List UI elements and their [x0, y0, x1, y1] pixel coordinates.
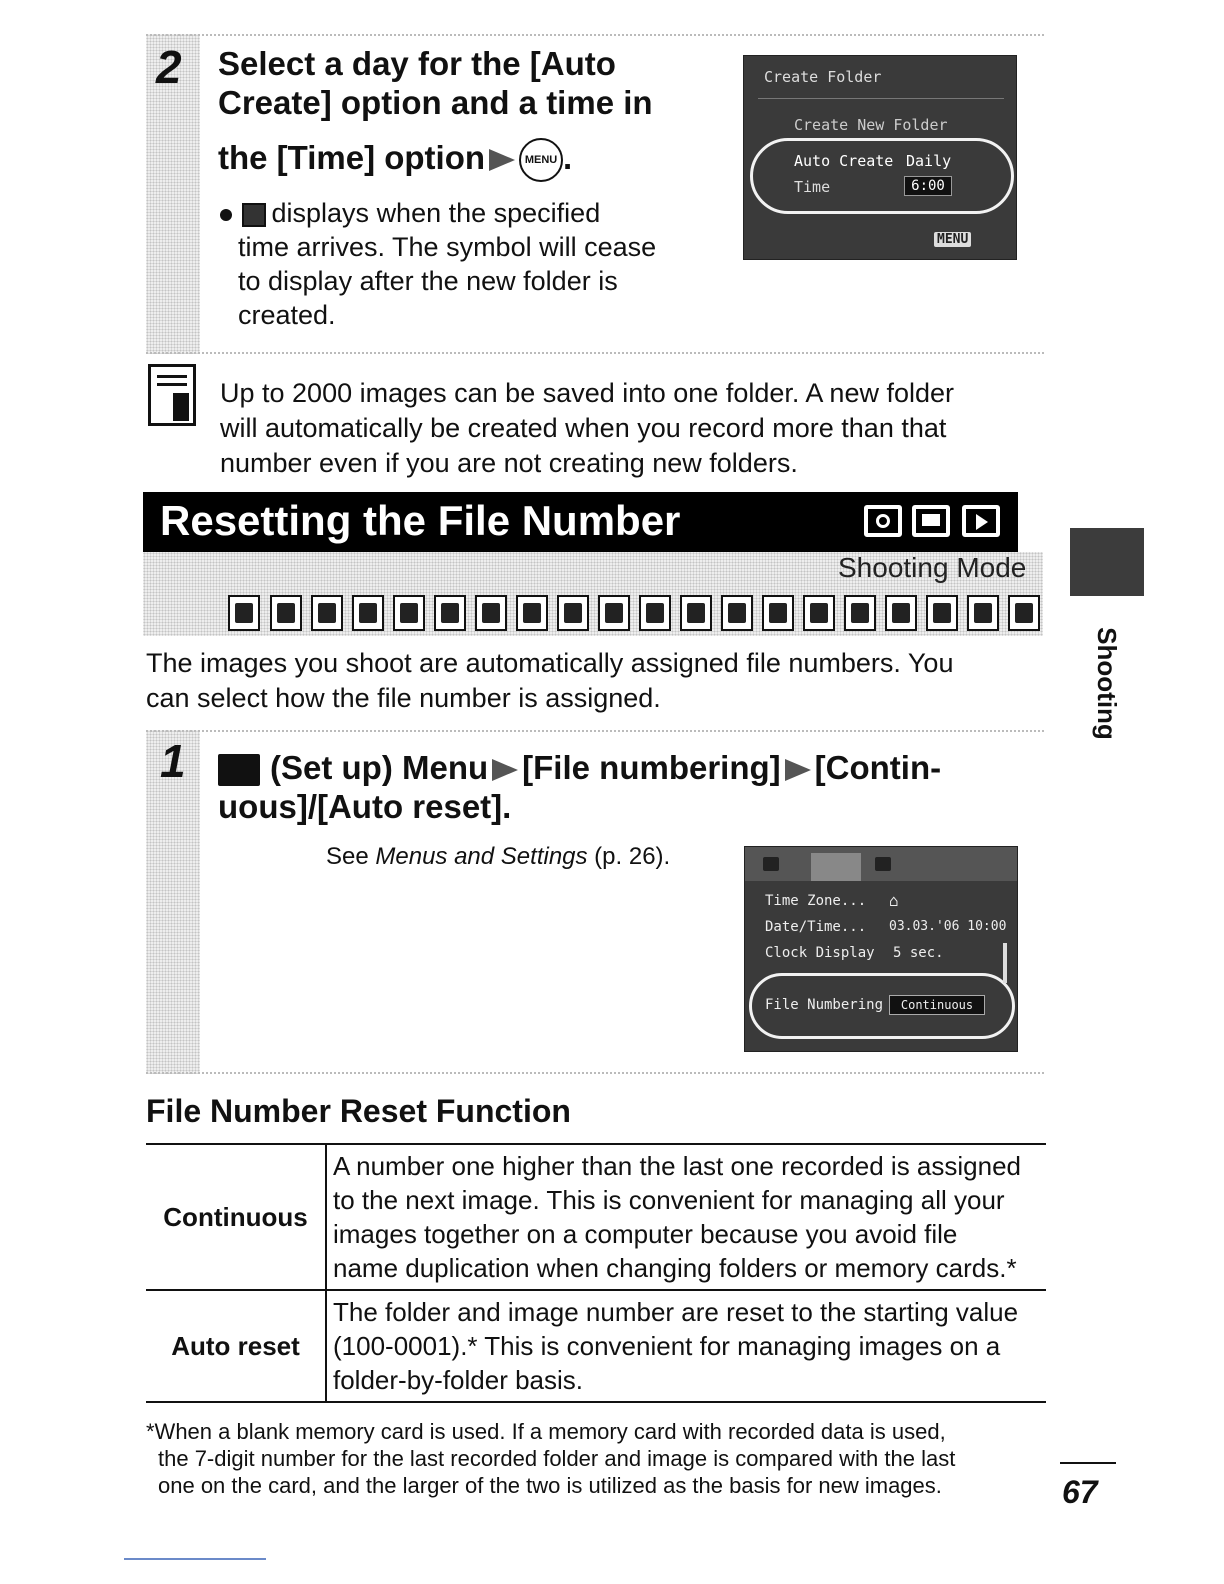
step-title-text: the [Time] option	[218, 139, 486, 176]
fireworks-icon	[639, 595, 671, 631]
description-line: name duplication when changing folders or memory cards.*	[333, 1253, 1017, 1283]
home-icon: ⌂	[889, 891, 899, 910]
night-snapshot-icon	[434, 595, 466, 631]
color-accent-icon	[721, 595, 753, 631]
screen-row-label: Time	[794, 178, 831, 196]
auto-mode-icon	[228, 595, 260, 631]
step-title-line: Select a day for the [Auto	[218, 45, 616, 82]
step-title	[218, 44, 653, 182]
function-table	[146, 1143, 1046, 1403]
screen-scrollbar	[1003, 943, 1007, 983]
tab-camera-icon	[763, 857, 779, 871]
tab-person-icon	[875, 857, 891, 871]
step-title-line	[218, 748, 941, 787]
camera-screen-setup	[744, 846, 1018, 1052]
note-line: Up to 2000 images can be saved into one folder. A new folder	[220, 378, 954, 408]
step-divider	[146, 34, 1044, 36]
title-period: .	[563, 139, 573, 176]
screen-row-label: Auto Create	[794, 152, 894, 170]
step-title-line	[218, 138, 653, 182]
table-cell-description	[326, 1290, 1046, 1402]
step-title-line: uous]/[Auto reset].	[218, 788, 512, 825]
table-row	[146, 1144, 1046, 1290]
bullet-text: time arrives. The symbol will cease	[238, 232, 657, 262]
menu-button-icon: MENU	[519, 138, 563, 182]
chapter-label: Shooting	[1091, 627, 1122, 740]
footnote-line: one on the card, and the larger of the two is utilized as the basis for new images.	[158, 1473, 942, 1498]
step-divider	[146, 352, 1044, 354]
screen-row-value: 6:00	[904, 176, 952, 196]
movie-color-accent-icon	[967, 595, 999, 631]
movie-mode-icon	[844, 595, 876, 631]
bullet-line	[220, 196, 700, 230]
bottom-rule	[124, 1558, 266, 1560]
manual-mode-icon	[270, 595, 302, 631]
intro-line: The images you shoot are automatically assigned file numbers. You	[146, 648, 954, 678]
description-line: folder-by-folder basis.	[333, 1365, 583, 1395]
movie-email-icon	[926, 595, 958, 631]
step-title	[218, 748, 941, 826]
intro-line: can select how the file number is assigned.	[146, 683, 661, 713]
screen-divider	[758, 98, 1004, 99]
step-title-text: [File numbering]	[522, 749, 781, 786]
see-text: See	[326, 843, 376, 870]
camera-screen-create-folder	[743, 55, 1017, 260]
step-title-text: [Contin-	[814, 749, 942, 786]
table-cell-name: Continuous	[146, 1144, 326, 1290]
step-number: 2	[156, 41, 182, 93]
bullet-text: created.	[238, 300, 336, 330]
chapter-tab	[1070, 528, 1144, 596]
section-title: Resetting the File Number	[160, 497, 681, 544]
screen-row-label: Clock Display	[765, 945, 875, 961]
note-line: number even if you are not creating new folders.	[220, 448, 798, 478]
movie-standard-icon	[885, 595, 917, 631]
step-number: 1	[160, 735, 186, 787]
intro-text	[146, 646, 953, 716]
description-line: (100-0001).* This is convenient for managing images on a	[333, 1331, 1001, 1361]
portrait-icon	[352, 595, 384, 631]
bullet-icon	[220, 209, 232, 221]
playback-icon	[962, 505, 1000, 537]
screen-row-value: Daily	[906, 152, 952, 170]
snow-icon	[557, 595, 589, 631]
description-line: images together on a computer because you avoid file	[333, 1219, 958, 1249]
note-line: will automatically be created when you record more than that	[220, 413, 947, 443]
screen-row-label: File Numbering	[765, 997, 884, 1013]
function-heading: File Number Reset Function	[146, 1093, 571, 1129]
description-line: The folder and image number are reset to the starting value	[333, 1297, 1019, 1327]
step-title-text: (Set up) Menu	[270, 749, 489, 786]
new-folder-icon	[242, 203, 266, 227]
stitch-assist-icon	[803, 595, 835, 631]
underwater-icon	[680, 595, 712, 631]
page-number: 67	[1062, 1474, 1098, 1510]
memo-icon	[148, 364, 196, 426]
highlight-oval	[750, 138, 1014, 214]
arrow-right-icon	[492, 759, 518, 781]
see-reference	[326, 842, 670, 872]
movie-color-swap-icon	[1008, 595, 1040, 631]
bullet-text: displays when the specified	[271, 198, 601, 228]
footnote-line: the 7-digit number for the last recorded folder and image is compared with the last	[158, 1446, 956, 1471]
screen-row-label: Date/Time...	[765, 919, 867, 935]
screen-row-value: 03.03.'06 10:00	[889, 919, 1007, 934]
description-line: to the next image. This is convenient for managing all your	[333, 1185, 1005, 1215]
shooting-mode-label: Shooting Mode	[838, 552, 1027, 583]
table-row	[146, 1290, 1046, 1402]
page-number-rule	[1060, 1462, 1116, 1464]
arrow-right-icon	[785, 759, 811, 781]
footnote	[146, 1418, 955, 1499]
landscape-icon	[393, 595, 425, 631]
arrow-right-icon	[489, 149, 515, 171]
note-text	[220, 376, 954, 481]
description-line: A number one higher than the last one recorded is assigned	[333, 1151, 1022, 1181]
footnote-line: *When a blank memory card is used. If a memory card with recorded data is used,	[146, 1419, 946, 1444]
step-divider	[146, 730, 1044, 732]
screen-row-value: Continuous	[889, 995, 985, 1015]
step-title-line: Create] option and a time in	[218, 84, 653, 121]
setup-menu-icon	[218, 754, 260, 786]
movie-icon	[912, 505, 950, 537]
beach-icon	[598, 595, 630, 631]
step-divider	[146, 1072, 1044, 1074]
bullet-block	[220, 196, 700, 332]
bullet-text: to display after the new folder is	[238, 266, 618, 296]
screen-row: Create New Folder	[794, 116, 948, 134]
digital-macro-icon	[311, 595, 343, 631]
see-text: (p. 26).	[587, 843, 671, 870]
screen-tab-bar	[745, 847, 1017, 881]
tab-setup-icon	[811, 853, 861, 881]
screen-header: Create Folder	[764, 68, 882, 86]
screen-row-value: 5 sec.	[893, 945, 944, 961]
indoor-icon	[516, 595, 548, 631]
menu-back-icon: MENU	[934, 232, 971, 247]
camera-icon	[864, 505, 902, 537]
kids-pets-icon	[475, 595, 507, 631]
color-swap-icon	[762, 595, 794, 631]
screen-row-label: Time Zone...	[765, 893, 867, 909]
see-link-text: Menus and Settings	[375, 843, 588, 870]
table-cell-description	[326, 1144, 1046, 1290]
table-cell-name: Auto reset	[146, 1290, 326, 1402]
